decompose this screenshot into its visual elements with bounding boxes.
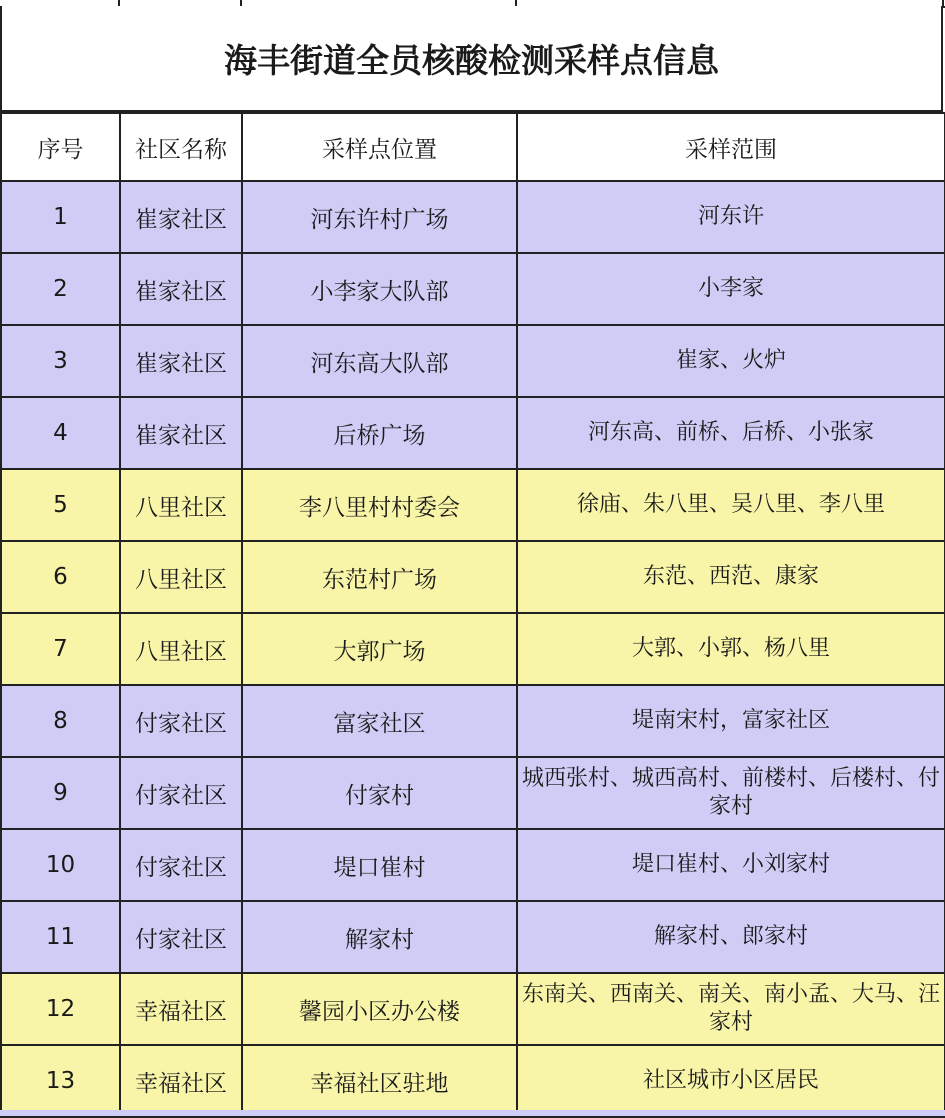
cell-site: 幸福社区驻地 <box>242 1045 517 1117</box>
cell-site: 李八里村村委会 <box>242 469 517 541</box>
cell-site: 后桥广场 <box>242 397 517 469</box>
cell-community: 付家社区 <box>120 757 242 829</box>
table-row <box>1 901 945 973</box>
header-site: 采样点位置 <box>242 113 517 181</box>
table-header-row <box>1 113 945 181</box>
cell-community: 付家社区 <box>120 685 242 757</box>
cell-community: 崔家社区 <box>120 253 242 325</box>
table-row <box>1 1045 945 1117</box>
table-row <box>1 829 945 901</box>
cell-site: 付家村 <box>242 757 517 829</box>
cell-no: 3 <box>1 325 120 397</box>
cell-no: 10 <box>1 829 120 901</box>
table-row <box>1 541 945 613</box>
cell-community: 崔家社区 <box>120 181 242 253</box>
cell-no: 11 <box>1 901 120 973</box>
cell-range: 东范、西范、康家 <box>517 541 945 613</box>
next-row-strip <box>0 1110 945 1116</box>
cell-range: 东南关、西南关、南关、南小孟、大马、汪家村 <box>517 973 945 1045</box>
table-row <box>1 469 945 541</box>
sites-table <box>0 112 945 1118</box>
cell-site: 解家村 <box>242 901 517 973</box>
cell-site: 东范村广场 <box>242 541 517 613</box>
table-row <box>1 685 945 757</box>
cell-site: 富家社区 <box>242 685 517 757</box>
cell-range: 城西张村、城西高村、前楼村、后楼村、付家村 <box>517 757 945 829</box>
cell-range: 河东高、前桥、后桥、小张家 <box>517 397 945 469</box>
table-row <box>1 613 945 685</box>
cell-range: 大郭、小郭、杨八里 <box>517 613 945 685</box>
cell-range: 河东许 <box>517 181 945 253</box>
cell-range: 社区城市小区居民 <box>517 1045 945 1117</box>
cell-range: 小李家 <box>517 253 945 325</box>
header-no: 序号 <box>1 113 120 181</box>
cell-no: 2 <box>1 253 120 325</box>
cell-no: 13 <box>1 1045 120 1117</box>
cell-range: 崔家、火炉 <box>517 325 945 397</box>
cell-community: 八里社区 <box>120 541 242 613</box>
cell-community: 八里社区 <box>120 613 242 685</box>
cell-community: 崔家社区 <box>120 325 242 397</box>
cell-no: 9 <box>1 757 120 829</box>
table-row <box>1 325 945 397</box>
cell-site: 小李家大队部 <box>242 253 517 325</box>
cell-no: 7 <box>1 613 120 685</box>
cell-site: 堤口崔村 <box>242 829 517 901</box>
cell-range: 堤南宋村，富家社区 <box>517 685 945 757</box>
table-row <box>1 253 945 325</box>
cell-community: 付家社区 <box>120 829 242 901</box>
cell-range: 堤口崔村、小刘家村 <box>517 829 945 901</box>
table-row <box>1 757 945 829</box>
cell-no: 12 <box>1 973 120 1045</box>
table-row <box>1 973 945 1045</box>
cell-community: 八里社区 <box>120 469 242 541</box>
table-row <box>1 181 945 253</box>
header-range: 采样范围 <box>517 113 945 181</box>
cell-community: 幸福社区 <box>120 1045 242 1117</box>
cell-no: 4 <box>1 397 120 469</box>
cell-no: 8 <box>1 685 120 757</box>
cell-range: 解家村、郎家村 <box>517 901 945 973</box>
cell-site: 河东许村广场 <box>242 181 517 253</box>
cell-community: 付家社区 <box>120 901 242 973</box>
cell-range: 徐庙、朱八里、吴八里、李八里 <box>517 469 945 541</box>
cell-site: 河东高大队部 <box>242 325 517 397</box>
cell-site: 大郭广场 <box>242 613 517 685</box>
cell-no: 6 <box>1 541 120 613</box>
cell-site: 馨园小区办公楼 <box>242 973 517 1045</box>
cell-no: 1 <box>1 181 120 253</box>
page-title: 海丰街道全员核酸检测采样点信息 <box>0 6 943 112</box>
cell-no: 5 <box>1 469 120 541</box>
table-row <box>1 397 945 469</box>
cell-community: 幸福社区 <box>120 973 242 1045</box>
header-community: 社区名称 <box>120 113 242 181</box>
cell-community: 崔家社区 <box>120 397 242 469</box>
